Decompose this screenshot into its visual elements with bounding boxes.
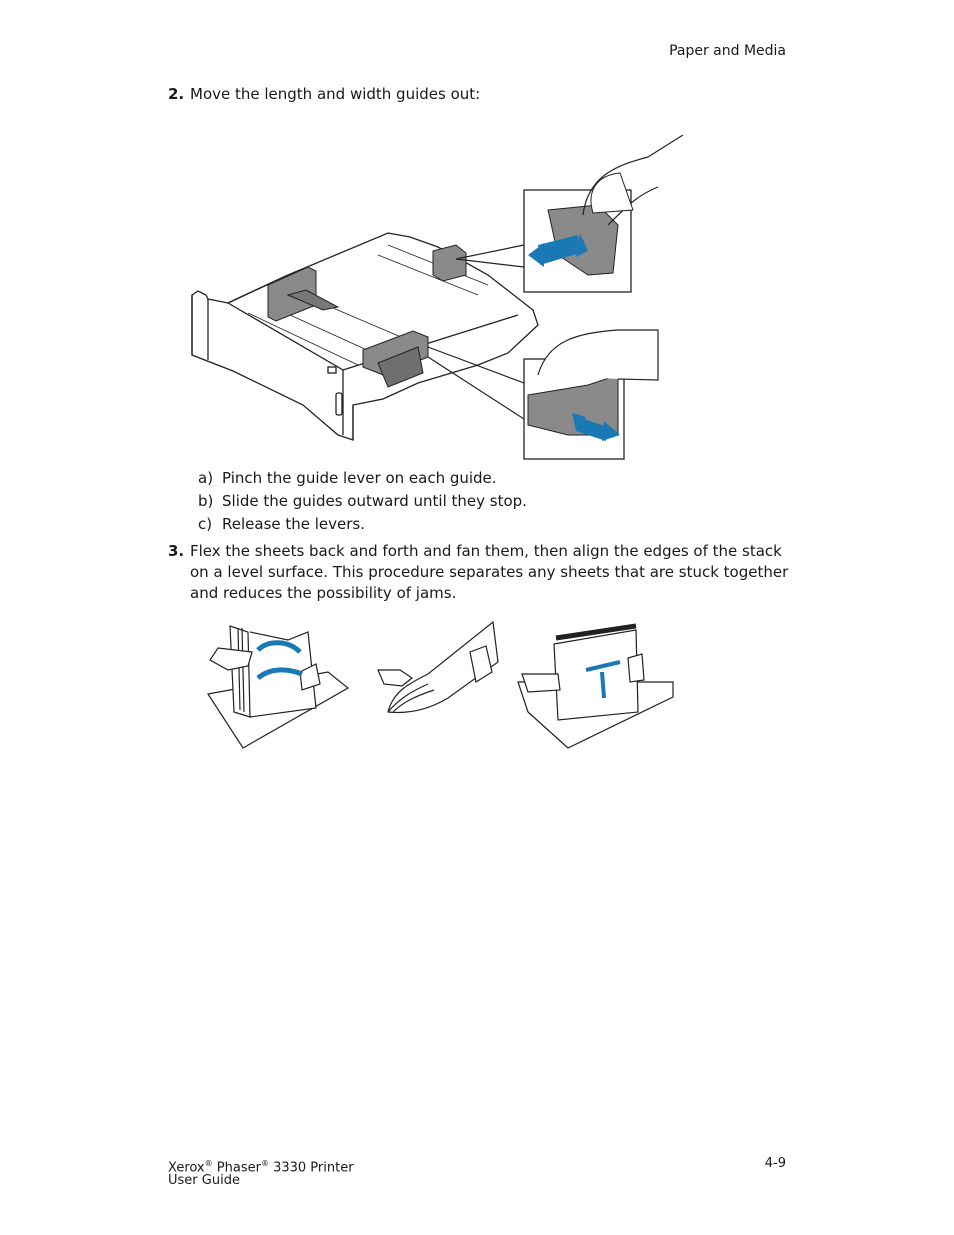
step-number: 2. bbox=[168, 85, 185, 103]
substep-text: Pinch the guide lever on each guide. bbox=[222, 469, 497, 487]
step-2 bbox=[168, 84, 790, 105]
substep-label: c) bbox=[198, 515, 213, 533]
substep-a bbox=[198, 468, 497, 489]
paper-tray-illustration bbox=[188, 135, 688, 465]
step-text: Flex the sheets back and forth and fan them, then align the edges of the stack on a level surface. This procedure separates any sheets that are stuck together and reduces the possibility of jams. bbox=[190, 542, 789, 602]
page-header: Paper and Media bbox=[669, 43, 786, 59]
step-3 bbox=[168, 541, 790, 604]
page-number: 4-9 bbox=[764, 1156, 786, 1171]
substep-label: a) bbox=[198, 469, 214, 487]
footer-product: Xerox® Phaser® 3330 Printer bbox=[168, 1159, 354, 1176]
footer-product-name: Phaser bbox=[216, 1160, 261, 1176]
substep-label: b) bbox=[198, 492, 214, 510]
footer-doc-title: User Guide bbox=[168, 1173, 240, 1188]
substep-text: Release the levers. bbox=[222, 515, 366, 533]
substep-text: Slide the guides outward until they stop. bbox=[222, 492, 527, 510]
footer-model: 3330 Printer bbox=[273, 1160, 354, 1176]
substep-b bbox=[198, 491, 527, 512]
step-number: 3. bbox=[168, 542, 185, 560]
footer-brand: Xerox bbox=[168, 1160, 205, 1176]
substep-c bbox=[198, 514, 365, 535]
step-text: Move the length and width guides out: bbox=[190, 85, 481, 103]
paper-fanning-illustration bbox=[188, 612, 688, 752]
